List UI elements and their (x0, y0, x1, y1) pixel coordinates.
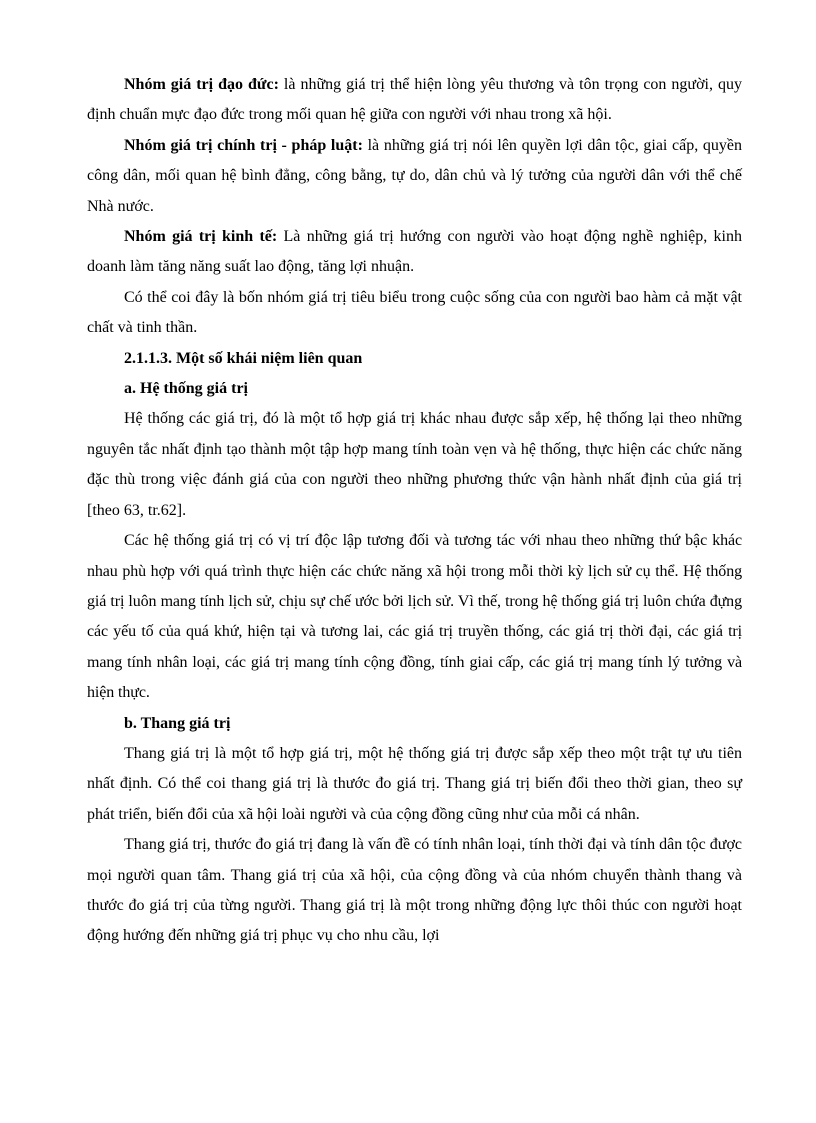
bold-lead-moral-values: Nhóm giá trị đạo đức: (124, 76, 279, 93)
bold-lead-economic-values: Nhóm giá trị kinh tế: (124, 228, 278, 246)
paragraph-value-scale-definition: Thang giá trị là một tổ hợp giá trị, một hệ thống giá trị được sắp xếp theo một trật tự ưu tiên nhất định. Có thể coi thang giá trị là thước đo giá trị. Thang giá trị biến đổi theo thời gian, theo sự phát triển, biến đổi của xã hội loài người và của cộng đồng cũng như của mỗi cá nhân. (87, 744, 742, 823)
section-heading: 2.1.1.3. Một số khái niệm liên quan (124, 349, 363, 367)
paragraph-value-system-definition: Hệ thống các giá trị, đó là một tổ hợp giá trị khác nhau được sắp xếp, hệ thống lại theo những nguyên tắc nhất định tạo thành một tập hợp mang tính toàn vẹn và hệ thống, thực hiện các chức năng đặc thù trong việc đánh giá của con người theo những phương thức vận hành nhất định của giá trị [theo 63, tr.62]. (87, 410, 742, 519)
paragraph-political-legal-values (87, 131, 742, 222)
paragraph-summary: Có thể coi đây là bốn nhóm giá trị tiêu biểu trong cuộc sống của con người bao hàm cả mặt vật chất và tinh thần. (87, 288, 742, 337)
subsection-heading-b: b. Thang giá trị (124, 714, 231, 732)
paragraph-text: là những giá trị nói lên quyền lợi dân tộc, giai cấp, quyền công dân, mối quan hệ bình đẳng, công bằng, tự do, dân chủ và lý tưởng của người dân với thể chế Nhà nước. (87, 136, 743, 215)
subsection-heading-a: a. Hệ thống giá trị (124, 380, 248, 398)
paragraph-text: Là những giá trị hướng con người vào hoạt động nghề nghiệp, kinh doanh làm tăng năng suất lao động, tăng lợi nhuận. (87, 228, 743, 276)
bold-lead-political-legal-values: Nhóm giá trị chính trị - pháp luật: (124, 136, 363, 154)
document-page (87, 70, 742, 952)
paragraph-moral-values (87, 70, 742, 131)
paragraph-economic-values (87, 222, 742, 283)
paragraph-text: là những giá trị thể hiện lòng yêu thương và tôn trọng con người, quy định chuẩn mực đạo đức trong mối quan hệ giữa con người với nhau trong xã hội. (87, 76, 742, 124)
paragraph-value-scale-importance: Thang giá trị, thước đo giá trị đang là vấn đề có tính nhân loại, tính thời đại và tính dân tộc được mọi người quan tâm. Thang giá trị của xã hội, của cộng đồng và của nhóm chuyển thành thang và thước đo giá trị của từng người. Thang giá trị là một trong những động lực thôi thúc con người hoạt động hướng đến những giá trị phục vụ cho nhu cầu, lợi (87, 836, 742, 945)
paragraph-value-system-history: Các hệ thống giá trị có vị trí độc lập tương đối và tương tác với nhau theo những thứ bậc khác nhau phù hợp với quá trình thực hiện các chức năng xã hội trong mỗi thời kỳ lịch sử cụ thể. Hệ thống giá trị luôn mang tính lịch sử, chịu sự chế ước bởi lịch sử. Vì thế, trong hệ thống giá trị luôn chứa đựng các yếu tố của quá khứ, hiện tại và tương lai, các giá trị truyền thống, các giá trị thời đại, các giá trị mang tính nhân loại, các giá trị mang tính cộng đồng, tính giai cấp, các giá trị mang tính lý tưởng và hiện thực. (87, 532, 742, 702)
